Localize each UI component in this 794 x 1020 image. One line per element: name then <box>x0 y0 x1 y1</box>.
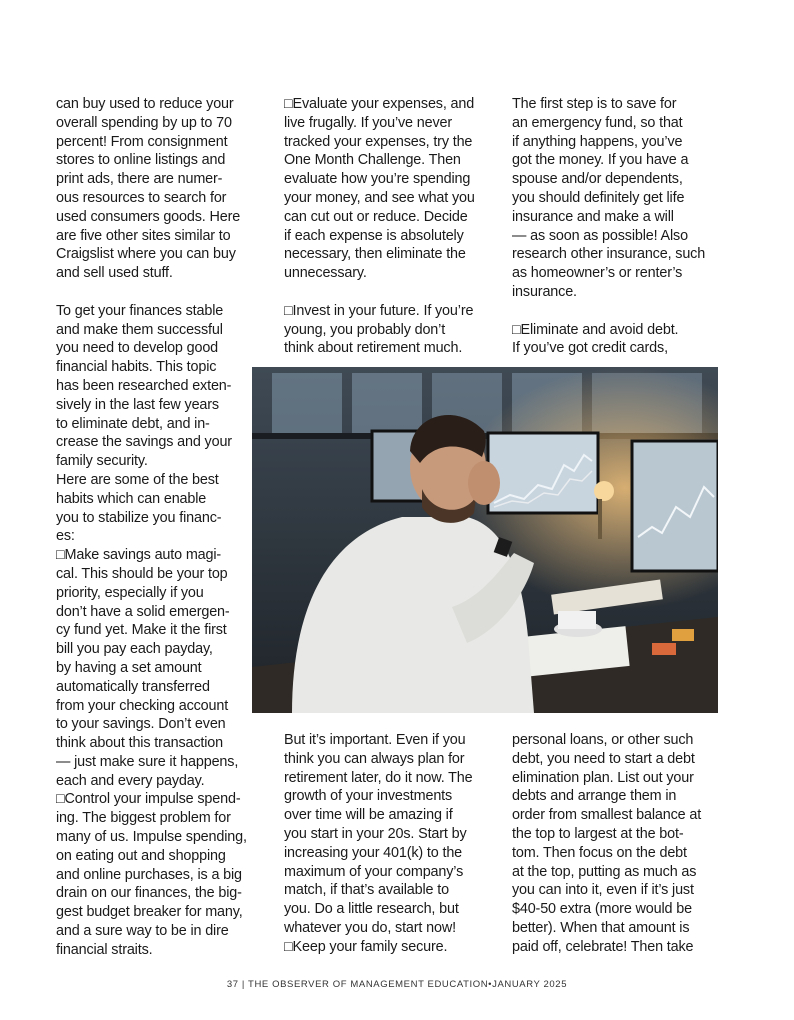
paragraph: The first step is to save for an emergency fund, so that if anything happens, you’ve got the money. If you have a spouse and/or dependents, you should definitely get life insurance and make a will — as soon as possible! Also research other insurance, such as homeowner’s or renter’s insurance. <box>512 96 706 300</box>
column-2-text-bottom <box>284 731 496 957</box>
column-2-text-top <box>284 95 496 358</box>
column-3-text-bottom <box>512 731 724 957</box>
monitor-chart <box>632 441 718 571</box>
column-3-text-top <box>512 95 724 358</box>
bullet-paragraph: □Control your impulse spend- ing. The biggest problem for many of us. Impulse spending, on eating out and shopping and online purchases, is a big drain on our finances, the big- gest budget breaker for many, and a sure way to be in dire financial straits. <box>56 791 247 958</box>
paragraph: But it’s important. Even if you think you can always plan for retirement later, do it now. The growth of your investments over time will be amazing if you start in your 20s. Start by increasing your 401(k) to the maximum of your company’s match, if that’s available to you. Do a little research, but whatever you do, start now! <box>284 732 473 936</box>
page-footer: 37 | THE OBSERVER OF MANAGEMENT EDUCATION•JANUARY 2025 <box>226 979 568 990</box>
monitor-chart <box>488 433 598 513</box>
bullet-paragraph: □Make savings auto magi- cal. This should be your top priority, especially if you don’t have a solid emergen- cy fund yet. Make it the first bill you pay each payday, by having a set amount automatically transferred from your checking account to your savings. Don’t even think about this transaction — just make sure it happens, each and every payday. <box>56 547 239 789</box>
paragraph: can buy used to reduce your overall spending by up to 70 percent! From consignment stores to online listings and print ads, there are numer- ous resources to search for used consumers goods. Here are five other sites similar to Craigslist where you can buy and sell used stuff. <box>56 96 241 282</box>
bullet-paragraph: □Keep your family secure. <box>284 938 448 955</box>
column-1-text <box>56 95 268 960</box>
paragraph: personal loans, or other such debt, you need to start a debt elimination plan. List out your debts and arrange them in order from smallest balance at the top to largest at the bot- tom. Then focus on the debt at the top, putting as much as you can into it, even if it’s just $40-50 extra (more would be better). When that amount is paid off, celebrate! Then take <box>512 732 702 955</box>
paragraph: To get your finances stable and make them successful you need to develop good financial habits. This topic has been researched exten- sively in the last few years to eliminate debt, and in- crease the savings and your family security. Here are some of the best habits which can enable you to stabilize you financ- es: <box>56 302 232 545</box>
stressed-man-photo <box>252 367 718 713</box>
bullet-paragraph: □Evaluate your expenses, and live frugally. If you’ve never tracked your expenses, try the One Month Challenge. Then evaluate how you’re spending your money, and see what you can cut out or reduce. Decide if each expense is absolutely necessary, then eliminate the unnecessary. <box>284 96 475 282</box>
photo-illustration <box>252 367 718 713</box>
bullet-paragraph: □Eliminate and avoid debt. If you’ve got credit cards, <box>512 321 679 357</box>
bullet-paragraph: □Invest in your future. If you’re young, you probably don’t think about retirement much. <box>284 302 474 357</box>
